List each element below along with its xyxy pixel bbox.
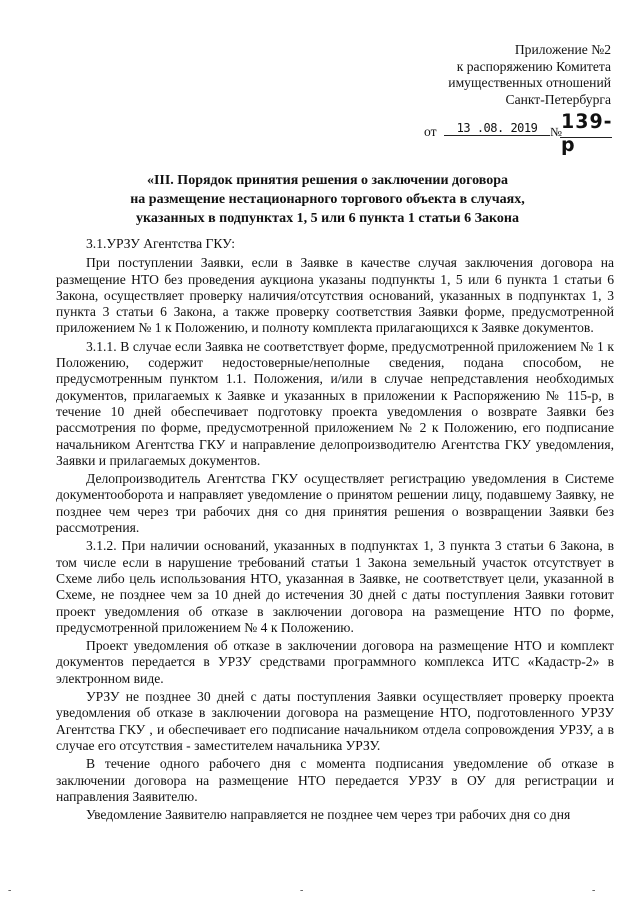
appendix-line: Санкт-Петербурга: [505, 91, 611, 107]
appendix-header: [448, 42, 611, 108]
date-prefix: от: [424, 124, 437, 139]
section-title-line: «III. Порядок принятия решения о заключении договора: [146, 173, 509, 188]
body-paragraph: Проект уведомления об отказе в заключении договора на размещение НТО и комплект документов передается в УРЗУ средствами программного комплекса ИТС «Кадастр-2» в электронном виде.: [56, 638, 614, 686]
number-sign: №: [550, 125, 562, 139]
body-paragraph: При поступлении Заявки, если в Заявке в качестве случая заключения договора на размещение НТО без проведения аукциона указаны подпункты 1, 5 или 6 пункта 1 статьи 6 Закона, осуществляет проверку наличия/отсутствия оснований, указанных в подпунктах 1, 3 пункта 3 статьи 6 Закона, а также проверку соответствия Заявки форме, предусмотренной приложением № 1 к Положению, и полноту комплекта прилагающихся к Заявке документов.: [56, 255, 614, 336]
clause-heading: 3.1.УРЗУ Агентства ГКУ:: [86, 236, 236, 251]
body-paragraph: В течение одного рабочего дня с момента подписания уведомление об отказе в заключении договора на размещение НТО передается УРЗУ в ОУ для регистрации и направления Заявителю.: [56, 756, 614, 804]
scan-mark: -: [8, 885, 12, 896]
scan-mark: -: [300, 885, 304, 896]
document-date-number: [424, 109, 614, 157]
scan-mark: -: [592, 885, 596, 896]
body-paragraph: 3.1.1. В случае если Заявка не соответствует форме, предусмотренной приложением № 1 к Положению, содержит недостоверные/неполные сведения, подана способом, не предусмотренным пунктом 1.1. Положения, и/или в случае непредставления необходимых документов, прилагаемых к Заявке и указанных в приложении к Распоряжению № 115-р, в течение 10 дней обеспечивает подготовку проекта уведомления о возврате Заявки без рассмотрения по форме, предусмотренной приложением № 2 к Положению, его подписание начальником Агентства ГКУ и направление делопроизводителю Агентства ГКУ уведомления, Заявки и прилагаемых документов.: [56, 338, 614, 468]
body-paragraph: УРЗУ не позднее 30 дней с даты поступления Заявки осуществляет проверку проекта уведомления об отказе в заключении договора на размещение НТО, подготовленного УРЗУ Агентства ГКУ , и обеспечивает его подписание начальником отдела сопровождения УРЗУ, а в случае его отсутствия - заместителем начальника УРЗУ.: [56, 689, 614, 753]
document-number: 139-р: [561, 109, 613, 157]
body-paragraph: 3.1.2. При наличии оснований, указанных в подпунктах 1, 3 пункта 3 статьи 6 Закона, в том числе если в нарушение требований статьи 1 Закона земельный участок отсутствует в Схеме либо цель использования НТО, указанная в Заявке, не соответствует цели, указанной в Схеме, не позднее чем за 10 дней до истечения 30 дней с даты поступления Заявки готовит проект уведомления об отказе в заключении договора на размещение НТО по форме, предусмотренной приложением № 4 к Положению.: [56, 538, 614, 635]
document-date: 13 .08. 2019: [444, 121, 550, 136]
section-title-line: указанных в подпунктах 1, 5 или 6 пункта 1 статьи 6 Закона: [136, 211, 519, 226]
appendix-title: Приложение №2: [514, 42, 611, 57]
body-paragraph: Делопроизводитель Агентства ГКУ осуществляет регистрацию уведомления в Системе документооборота и направляет уведомление о принятом решении лицу, подавшему Заявку, не позднее чем через три рабочих дня со дня принятия решения о возвращении Заявки без рассмотрения.: [56, 471, 614, 536]
section-title-line: на размещение нестационарного торгового объекта в случаях,: [130, 192, 525, 207]
appendix-line: имущественных отношений: [448, 75, 611, 90]
document-body: [56, 236, 614, 823]
body-paragraph: Уведомление Заявителю направляется не позднее чем через три рабочих дня со дня: [86, 807, 571, 823]
appendix-line: к распоряжению Комитета: [456, 58, 611, 74]
section-title: [40, 171, 615, 228]
number-underline: [560, 137, 612, 138]
